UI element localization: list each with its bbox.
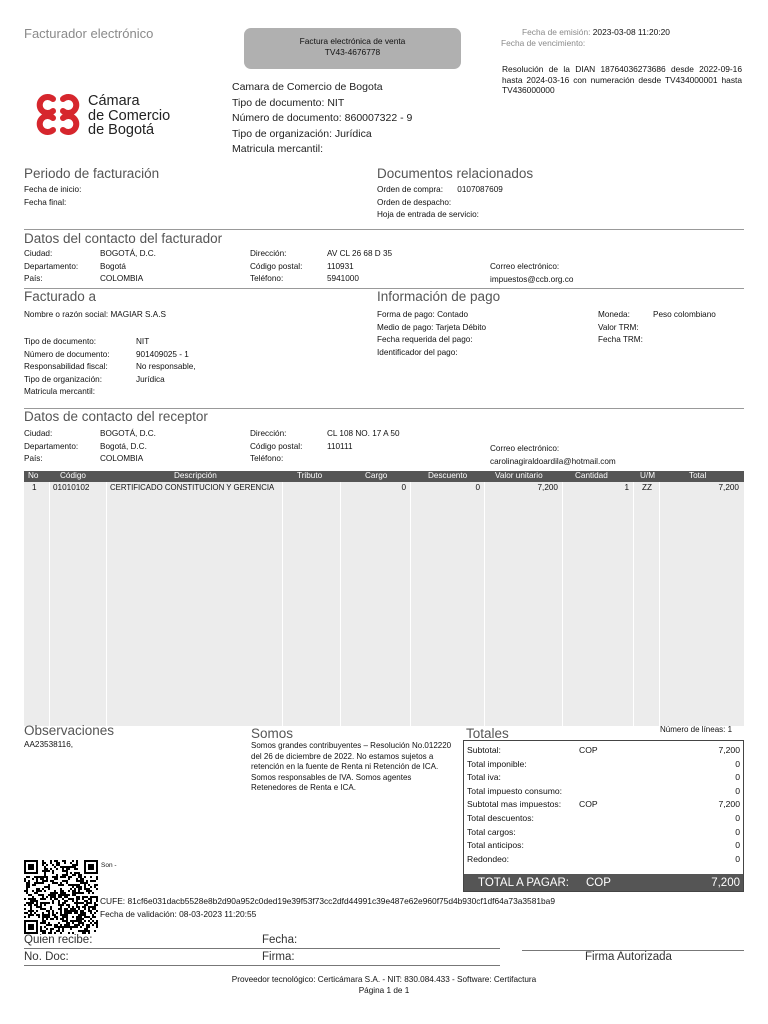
moneda-label: Moneda: (598, 310, 630, 319)
medio-label: Medio de pago: (377, 322, 434, 332)
dispatch-label: Orden de despacho: (377, 197, 452, 207)
email-value: impuestos@ccb.org.co (490, 274, 574, 284)
cell-charge: 0 (401, 483, 406, 492)
issuer-info (232, 80, 412, 158)
address-label: Dirección: (250, 249, 287, 258)
receptor-email-label: Correo electrónico: (490, 444, 560, 453)
receptor-postal-label: Código postal: (250, 441, 303, 451)
totals-value: 0 (735, 772, 740, 783)
facturado-title: Facturado a (24, 289, 97, 304)
pago-title: Información de pago (377, 289, 501, 304)
invoice-badge (244, 28, 461, 69)
facturado-block (24, 336, 196, 399)
receptor-title: Datos de contacto del receptor (24, 409, 208, 424)
totals-row (464, 744, 743, 758)
currency-block (598, 309, 716, 347)
trm-date-label: Fecha TRM: (598, 335, 643, 344)
fecha-label: Fecha: (262, 934, 298, 946)
start-date-label: Fecha de inicio: (24, 185, 82, 194)
totals-label: Total iva: (467, 772, 501, 783)
totals-label: Total impuesto consumo: (467, 785, 563, 796)
dates-block (522, 27, 670, 38)
qr-code-icon (24, 860, 98, 934)
cell-total: 7,200 (718, 483, 739, 492)
receptor-dept-value: Bogotá, D.C. (100, 441, 147, 451)
logo-line-1: Cámara (88, 93, 140, 109)
line-count: Número de líneas: 1 (660, 725, 733, 734)
receptor-dept-label: Departamento: (24, 441, 79, 451)
dian-resolution: Resolución de la DIAN 18764036273686 desde 2022-09-16 hasta 2024-03-16 con numeración desde TV434000001 hasta TV436000000 (502, 64, 742, 95)
order-label: Orden de compra: (377, 185, 443, 194)
observaciones-title: Observaciones (24, 723, 115, 738)
totals-currency (579, 826, 639, 840)
totals-label: Total descuentos: (467, 812, 534, 823)
sign-line (24, 965, 500, 966)
email-label: Correo electrónico: (490, 262, 560, 271)
quien-recibe-label: Quien recibe: (24, 934, 93, 946)
fiscal-label: Responsabilidad fiscal: (24, 362, 108, 371)
cufe-block (100, 895, 555, 920)
cufe: CUFE: 81cf6e031dacb5528e8b2d90a952c0ded19e39f53f73cc2dfd44991c39e487e62e960f75d4b930cf1df64a73a3581ba9 (100, 896, 555, 906)
invoice-number: TV43-4676778 (324, 46, 381, 57)
emission-label: Fecha de emisión: (522, 27, 591, 37)
docs-block (377, 184, 503, 222)
cell-unit-value: 7,200 (537, 483, 558, 492)
col-quantity: Cantidad (575, 471, 608, 480)
forma-value: Contado (437, 310, 469, 319)
app-title: Facturador electrónico (24, 26, 154, 41)
issuer-name: Camara de Comercio de Bogota (232, 81, 383, 93)
totals-row (464, 812, 743, 826)
order-value: 0107087609 (457, 185, 503, 194)
cell-discount: 0 (475, 483, 480, 492)
page-number: Página 1 de 1 (358, 986, 410, 995)
cell-code: 01010102 (53, 483, 90, 492)
totals-value: 7,200 (718, 799, 740, 810)
country-value: COLOMBIA (100, 274, 144, 283)
trm-label: Valor TRM: (598, 322, 639, 332)
periodo-title: Periodo de facturación (24, 166, 160, 181)
qr-code (24, 860, 98, 936)
customer-org-label: Tipo de organización: (24, 374, 102, 384)
totals-currency (579, 785, 639, 799)
receptor-phone-label: Teléfono: (250, 454, 284, 463)
totals-currency (579, 839, 639, 853)
dept-label: Departamento: (24, 261, 79, 271)
col-unit-value: Valor unitario (495, 471, 543, 480)
facturador-left (24, 248, 156, 286)
fecha-pago-label: Fecha requerida del pago: (377, 335, 473, 344)
docs-title: Documentos relacionados (377, 166, 534, 181)
customer-doc-type-label: Tipo de documento: (24, 337, 97, 346)
totals-label: Total imponible: (467, 758, 527, 769)
somos-title: Somos (251, 726, 294, 741)
issuer-doc-number: Número de documento: 860007322 - 9 (232, 112, 413, 124)
col-uom: U/M (640, 471, 656, 480)
receptor-left (24, 428, 156, 466)
issuer-doc-type: Tipo de documento: NIT (232, 96, 345, 109)
emission-value: 2023-03-08 11:20:20 (592, 27, 670, 37)
phone-label: Teléfono: (250, 274, 284, 283)
due-label: Fecha de vencimiento: (501, 38, 586, 48)
totals-row (464, 853, 743, 867)
customer-name-label: Nombre o razón social: (24, 310, 109, 319)
totals-value: 0 (735, 785, 740, 796)
cell-uom: ZZ (642, 483, 653, 492)
pago-block (377, 309, 486, 359)
address-value: AV CL 26 68 D 35 (327, 249, 393, 258)
somos-text: Somos grandes contribuyentes – Resolución No.012220 del 26 de diciembre de 2022. No estamos sujetos a retención en la fuente de Renta ni Retención de ICA. Somos responsables de IVA. Somos agentes Retenedores de Renta e ICA. (251, 741, 452, 793)
customer-name-value: MAGIAR S.A.S (110, 310, 166, 319)
receptor-mid (250, 428, 400, 466)
col-total: Total (689, 471, 707, 480)
col-description: Descripción (174, 471, 217, 480)
issuer-matricula: Matricula mercantil: (232, 143, 324, 155)
totals-label: Subtotal: (467, 745, 501, 755)
totals-currency (579, 812, 639, 826)
forma-label: Forma de pago: (377, 310, 435, 319)
medio-value: Tarjeta Débito (435, 322, 487, 332)
totals-currency (579, 758, 639, 772)
postal-label: Código postal: (250, 261, 303, 271)
logo-line-2: de Comercio (88, 107, 171, 124)
country-label: País: (24, 274, 43, 283)
phone-value: 5941000 (327, 274, 359, 283)
receptor-email (490, 443, 616, 468)
totals-currency (579, 771, 639, 785)
totals-row (464, 758, 743, 772)
receptor-address-label: Dirección: (250, 429, 287, 438)
totales-title: Totales (466, 726, 509, 741)
totals-label: Total cargos: (467, 826, 516, 837)
facturador-mid (250, 248, 392, 286)
col-code: Código (60, 471, 86, 480)
grand-total-currency: COP (586, 876, 611, 889)
footer-provider (0, 974, 768, 996)
customer-name-row (24, 309, 166, 322)
grand-total-label: TOTAL A PAGAR: (478, 876, 569, 889)
receptor-country-value: COLOMBIA (100, 454, 144, 463)
fiscal-value: No responsable, (136, 362, 196, 371)
items-table (24, 471, 744, 726)
sign-line (24, 948, 500, 949)
totals-label: Total anticipos: (467, 840, 524, 851)
firma-label: Firma: (262, 951, 295, 963)
totals-value: 0 (735, 812, 740, 823)
firma-autorizada-label: Firma Autorizada (585, 951, 672, 963)
cell-description: CERTIFICADO CONSTITUCION Y GERENCIA (110, 483, 275, 492)
totals-label: Redondeo: (467, 853, 510, 864)
invoice-type: Factura electrónica de venta (299, 36, 406, 46)
totals-currency: COP (579, 745, 598, 755)
col-no: No (28, 471, 39, 480)
customer-doc-type-value: NIT (136, 337, 150, 346)
logo-mark-icon (33, 93, 83, 135)
dept-value: Bogotá (100, 261, 126, 271)
col-charge: Cargo (365, 471, 388, 480)
receptor-city-value: BOGOTÁ, D.C. (100, 429, 156, 438)
logo-line-3: de Bogotá (88, 122, 155, 138)
totals-value: 7,200 (718, 745, 740, 755)
totals-row (464, 771, 743, 785)
cell-no: 1 (32, 483, 37, 492)
totals-row (464, 785, 743, 799)
customer-doc-num-value: 901409025 - 1 (136, 349, 189, 359)
totals-value: 0 (735, 840, 740, 851)
issuer-org-type: Tipo de organización: Jurídica (232, 127, 372, 140)
totals-value: 0 (735, 853, 740, 864)
cell-quantity: 1 (624, 483, 629, 492)
col-discount: Descuento (428, 471, 468, 480)
customer-org-value: Jurídica (136, 374, 165, 384)
totals-value: 0 (735, 758, 740, 769)
grand-total-value: 7,200 (711, 876, 740, 889)
ident-pago-label: Identificador del pago: (377, 347, 458, 357)
grand-total-row (464, 874, 743, 891)
no-doc-label: No. Doc: (24, 951, 69, 963)
postal-value: 110931 (327, 261, 354, 271)
service-label: Hoja de entrada de servicio: (377, 210, 479, 219)
divider (24, 229, 744, 230)
totals-row (464, 798, 743, 812)
city-label: Ciudad: (24, 249, 53, 258)
customer-matricula-label: Matricula mercantil: (24, 387, 95, 396)
receptor-city-label: Ciudad: (24, 429, 53, 438)
validation-date: Fecha de validación: 08-03-2023 11:20:55 (100, 908, 257, 919)
col-tribute: Tributo (297, 471, 323, 480)
son-text: Son - (101, 862, 117, 869)
facturador-title: Datos del contacto del facturador (24, 231, 223, 246)
totals-row (464, 839, 743, 853)
totals-row (464, 826, 743, 840)
receptor-postal-value: 110111 (327, 441, 353, 451)
totals-box (463, 740, 744, 892)
table-header (24, 471, 744, 482)
moneda-value: Peso colombiano (653, 310, 716, 319)
end-date-label: Fecha final: (24, 197, 67, 207)
city-value: BOGOTÁ, D.C. (100, 249, 156, 258)
provider-text: Proveedor tecnológico: Certicámara S.A. - NIT: 830.084.433 - Software: Certifactura (231, 975, 537, 984)
receptor-address-value: CL 108 NO. 17 A 50 (327, 429, 400, 438)
observaciones-text: AA23538116, (24, 740, 74, 749)
receptor-country-label: País: (24, 454, 43, 463)
receptor-email-value: carolinagiraldoardila@hotmail.com (490, 456, 616, 466)
periodo-block (24, 184, 81, 209)
logo-text (88, 94, 170, 138)
totals-currency: COP (579, 799, 598, 810)
totals-value: 0 (735, 826, 740, 837)
totals-currency (579, 853, 639, 867)
customer-doc-num-label: Número de documento: (24, 349, 110, 359)
facturador-email (490, 261, 573, 286)
company-logo (33, 93, 83, 137)
totals-label: Subtotal mas impuestos: (467, 799, 562, 810)
